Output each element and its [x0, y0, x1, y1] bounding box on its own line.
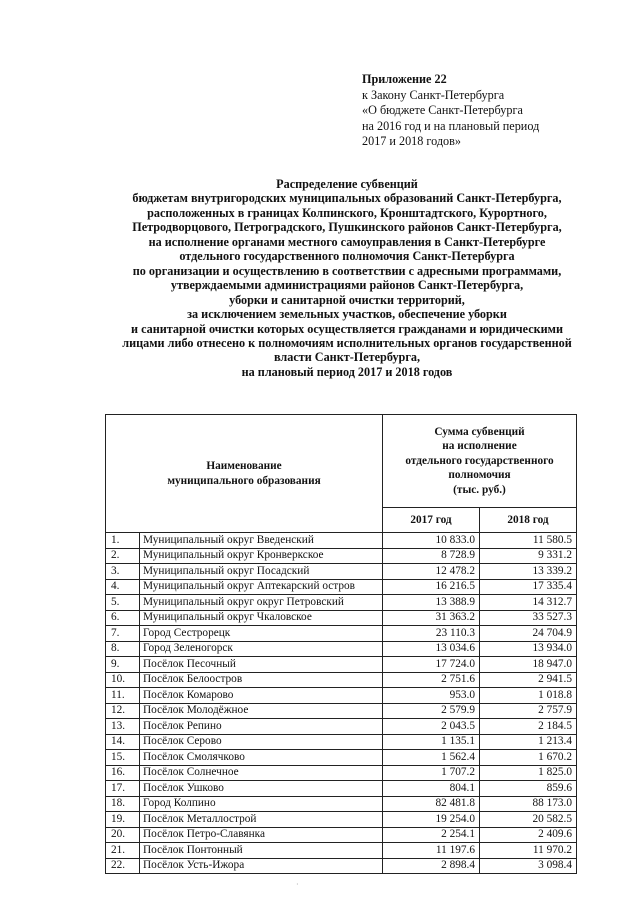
row-number: 13.	[106, 719, 140, 735]
title-line: расположенных в границах Колпинского, Кронштадтского, Курортного,	[147, 205, 547, 220]
header-year-2018: 2018 год	[480, 508, 577, 533]
municipality-name: Посёлок Комарово	[140, 688, 383, 704]
header-year-2017: 2017 год	[383, 508, 480, 533]
title-line: Петродворцового, Петроградского, Пушкинского районов Санкт-Петербурга,	[132, 220, 562, 235]
header-line: на исполнение	[442, 440, 517, 453]
row-number: 18.	[106, 796, 140, 812]
value-2017: 10 833.0	[383, 533, 480, 549]
title-line: власти Санкт-Петербурга,	[273, 350, 421, 365]
value-2018: 24 704.9	[480, 626, 577, 642]
value-2018: 859.6	[480, 781, 577, 797]
value-2017: 2 751.6	[383, 672, 480, 688]
value-2017: 23 110.3	[383, 626, 480, 642]
value-2018: 13 934.0	[480, 641, 577, 657]
value-2018: 1 213.4	[480, 734, 577, 750]
value-2018: 9 331.2	[480, 548, 577, 564]
municipality-name: Посёлок Песочный	[140, 657, 383, 673]
municipality-name: Муниципальный округ Введенский	[140, 533, 383, 549]
municipality-name: Муниципальный округ округ Петровский	[140, 595, 383, 611]
value-2017: 1 707.2	[383, 765, 480, 781]
title-line: утверждаемыми администрациями районов Санкт-Петербурга,	[170, 278, 524, 293]
value-2017: 8 728.9	[383, 548, 480, 564]
value-2018: 3 098.4	[480, 858, 577, 874]
value-2017: 11 197.6	[383, 843, 480, 859]
row-number: 1.	[106, 533, 140, 549]
row-number: 21.	[106, 843, 140, 859]
row-number: 14.	[106, 734, 140, 750]
municipality-name: Посёлок Ушково	[140, 781, 383, 797]
value-2018: 20 582.5	[480, 812, 577, 828]
subventions-table	[105, 414, 577, 874]
value-2017: 1 562.4	[383, 750, 480, 766]
value-2018: 1 670.2	[480, 750, 577, 766]
table-row	[106, 533, 577, 549]
header-line: Наименование	[206, 459, 282, 472]
title-line: отдельного государственного полномочия Санкт-Петербурга	[179, 249, 515, 264]
value-2017: 17 724.0	[383, 657, 480, 673]
value-2017: 2 043.5	[383, 719, 480, 735]
value-2017: 2 898.4	[383, 858, 480, 874]
value-2017: 804.1	[383, 781, 480, 797]
table-row	[106, 781, 577, 797]
value-2017: 2 254.1	[383, 827, 480, 843]
municipality-name: Посёлок Петро-Славянка	[140, 827, 383, 843]
table-row	[106, 827, 577, 843]
value-2017: 31 363.2	[383, 610, 480, 626]
municipality-name: Муниципальный округ Кронверкское	[140, 548, 383, 564]
appendix-line: «О бюджете Санкт-Петербурга	[362, 103, 523, 118]
value-2017: 2 579.9	[383, 703, 480, 719]
value-2018: 88 173.0	[480, 796, 577, 812]
appendix-line: 2017 и 2018 годов»	[362, 134, 461, 149]
row-number: 17.	[106, 781, 140, 797]
municipality-name: Посёлок Металлострой	[140, 812, 383, 828]
title-line: Распределение субвенций	[276, 177, 418, 191]
row-number: 5.	[106, 595, 140, 611]
value-2018: 14 312.7	[480, 595, 577, 611]
municipality-name: Посёлок Серово	[140, 734, 383, 750]
value-2018: 2 409.6	[480, 827, 577, 843]
row-number: 2.	[106, 548, 140, 564]
title-line: за исключением земельных участков, обеспечение уборки	[187, 307, 507, 322]
table-row	[106, 595, 577, 611]
table-row	[106, 843, 577, 859]
header-municipality	[106, 415, 383, 533]
row-number: 3.	[106, 564, 140, 580]
row-number: 19.	[106, 812, 140, 828]
municipality-name: Посёлок Солнечное	[140, 765, 383, 781]
table-row	[106, 796, 577, 812]
row-number: 16.	[106, 765, 140, 781]
value-2017: 13 034.6	[383, 641, 480, 657]
value-2017: 82 481.8	[383, 796, 480, 812]
row-number: 8.	[106, 641, 140, 657]
header-line: Сумма субвенций	[434, 425, 525, 438]
table-row	[106, 672, 577, 688]
table-row	[106, 719, 577, 735]
title-line: бюджетам внутригородских муниципальных образований Санкт-Петербурга,	[132, 191, 562, 206]
value-2018: 2 941.5	[480, 672, 577, 688]
header-line: отдельного государственного	[405, 454, 554, 467]
table-row	[106, 579, 577, 595]
appendix-line: на 2016 год и на плановый период	[362, 118, 540, 133]
value-2018: 1 825.0	[480, 765, 577, 781]
value-2018: 2 184.5	[480, 719, 577, 735]
table-row	[106, 610, 577, 626]
header-sum	[383, 415, 577, 508]
value-2018: 33 527.3	[480, 610, 577, 626]
table-row	[106, 641, 577, 657]
table-body	[106, 533, 577, 874]
table-row	[106, 812, 577, 828]
row-number: 6.	[106, 610, 140, 626]
table-row	[106, 703, 577, 719]
row-number: 4.	[106, 579, 140, 595]
municipality-name: Муниципальный округ Посадский	[140, 564, 383, 580]
municipality-name: Посёлок Смолячково	[140, 750, 383, 766]
municipality-name: Муниципальный округ Чкаловское	[140, 610, 383, 626]
table-row	[106, 765, 577, 781]
municipality-name: Посёлок Белоостров	[140, 672, 383, 688]
value-2018: 17 335.4	[480, 579, 577, 595]
row-number: 12.	[106, 703, 140, 719]
row-number: 10.	[106, 672, 140, 688]
title-line: и санитарной очистки которых осуществляется гражданами и юридическими	[131, 321, 563, 336]
table-row	[106, 626, 577, 642]
table-row	[106, 734, 577, 750]
table-row	[106, 750, 577, 766]
value-2018: 13 339.2	[480, 564, 577, 580]
appendix-line: к Закону Санкт-Петербурга	[362, 87, 505, 102]
title-line: на плановый период 2017 и 2018 годов	[241, 364, 453, 379]
table-row	[106, 858, 577, 874]
value-2018: 11 970.2	[480, 843, 577, 859]
municipality-name: Город Сестрорецк	[140, 626, 383, 642]
value-2017: 12 478.2	[383, 564, 480, 580]
value-2017: 1 135.1	[383, 734, 480, 750]
municipality-name: Посёлок Репино	[140, 719, 383, 735]
page-mark: ·	[296, 880, 299, 889]
row-number: 20.	[106, 827, 140, 843]
row-number: 11.	[106, 688, 140, 704]
municipality-name: Посёлок Понтонный	[140, 843, 383, 859]
title-line: лицами либо отнесено к полномочиям исполнительных органов государственной	[122, 335, 572, 350]
value-2018: 18 947.0	[480, 657, 577, 673]
header-line: (тыс. руб.)	[453, 483, 506, 496]
value-2018: 1 018.8	[480, 688, 577, 704]
title-line: уборки и санитарной очистки территорий,	[229, 292, 465, 307]
title-line: на исполнение органами местного самоуправления в Санкт-Петербурге	[148, 234, 546, 249]
appendix-block	[362, 72, 539, 150]
row-number: 7.	[106, 626, 140, 642]
municipality-name: Посёлок Усть-Ижора	[140, 858, 383, 874]
value-2017: 19 254.0	[383, 812, 480, 828]
value-2018: 11 580.5	[480, 533, 577, 549]
table-row	[106, 657, 577, 673]
table-row	[106, 548, 577, 564]
municipality-name: Муниципальный округ Аптекарский остров	[140, 579, 383, 595]
header-line: полномочия	[448, 469, 511, 482]
municipality-name: Город Колпино	[140, 796, 383, 812]
document-title	[92, 177, 602, 379]
municipality-name: Город Зеленогорск	[140, 641, 383, 657]
table-row	[106, 688, 577, 704]
header-line: муниципального образования	[167, 474, 321, 487]
value-2017: 13 388.9	[383, 595, 480, 611]
value-2017: 953.0	[383, 688, 480, 704]
row-number: 9.	[106, 657, 140, 673]
value-2018: 2 757.9	[480, 703, 577, 719]
row-number: 22.	[106, 858, 140, 874]
table-row	[106, 564, 577, 580]
appendix-title: Приложение 22	[362, 72, 447, 86]
title-line: по организации и осуществлению в соответствии с адресными программами,	[132, 263, 562, 278]
municipality-name: Посёлок Молодёжное	[140, 703, 383, 719]
value-2017: 16 216.5	[383, 579, 480, 595]
row-number: 15.	[106, 750, 140, 766]
